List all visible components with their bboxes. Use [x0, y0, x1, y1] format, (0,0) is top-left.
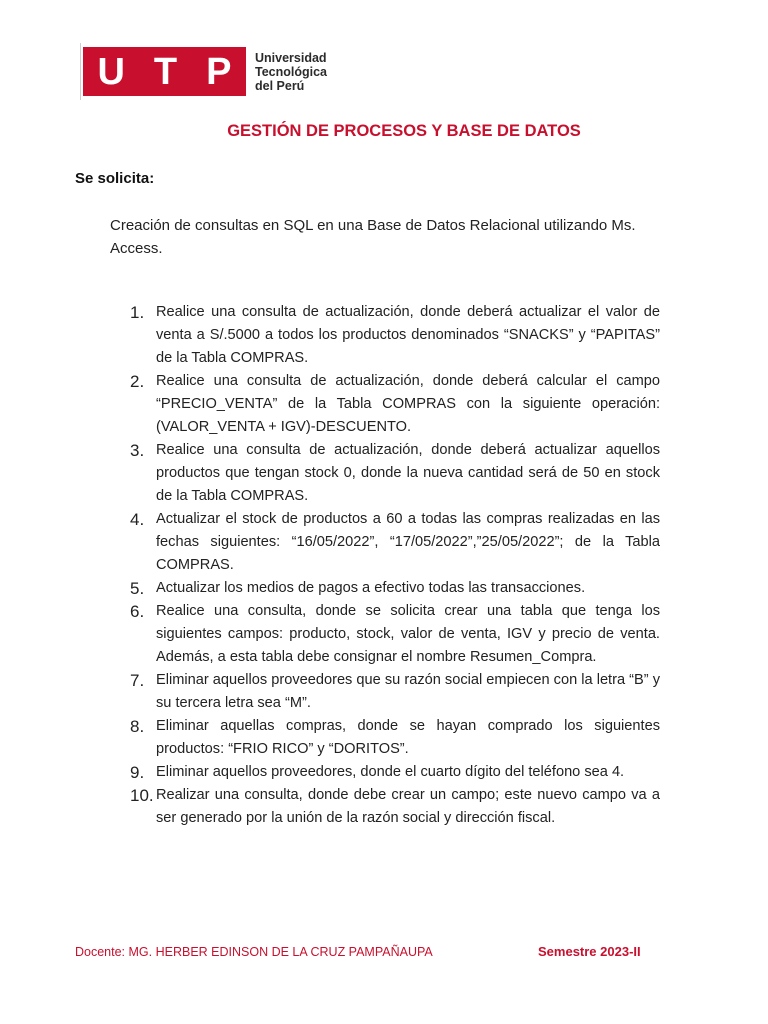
logo-letter-p: P [206, 50, 232, 93]
task-list [130, 301, 660, 830]
task-text: Realice una consulta de actualización, donde deberá actualizar aquellos productos que tengan stock 0, donde la nueva cantidad será de 50 en stock de la Tabla COMPRAS. [156, 442, 660, 504]
task-item [130, 301, 660, 370]
task-item [130, 761, 660, 784]
footer-docente: Docente: MG. HERBER EDINSON DE LA CRUZ PAMPAÑAUPA [75, 945, 433, 959]
task-number: 3. [130, 441, 145, 460]
task-number: 7. [130, 671, 145, 690]
document-title: GESTIÓN DE PROCESOS Y BASE DE DATOS [227, 122, 581, 140]
task-text: Realice una consulta de actualización, donde deberá calcular el campo “PRECIO_VENTA” de la Tabla COMPRAS con la siguiente operación: (VALOR_VENTA + IGV)-DESCUENTO. [156, 373, 660, 435]
section-label: Se solicita: [75, 170, 155, 187]
task-number: 8. [130, 717, 145, 736]
task-item [130, 508, 660, 577]
task-text: Actualizar el stock de productos a 60 a todas las compras realizadas en las fechas siguientes: “16/05/2022”, “17/05/2022”,”25/05/2022”; de la Tabla COMPRAS. [156, 511, 660, 573]
task-number: 4. [130, 510, 145, 529]
task-number: 5. [130, 579, 145, 598]
task-number: 9. [130, 763, 145, 782]
logo-line-1: Universidad [255, 50, 327, 65]
task-text: Realice una consulta, donde se solicita crear una tabla que tenga los siguientes campos: producto, stock, valor de venta, IGV y precio de venta. Además, a esta tabla debe consignar el nombre Resumen_Compra. [156, 603, 660, 665]
logo-wordmark [255, 51, 327, 93]
task-number: 10. [130, 786, 154, 805]
task-item [130, 577, 660, 600]
task-item [130, 784, 660, 830]
task-text: Realizar una consulta, donde debe crear un campo; este nuevo campo va a ser generado por la unión de la razón social y dirección fiscal. [156, 787, 660, 826]
task-item [130, 370, 660, 439]
task-number: 2. [130, 372, 145, 391]
task-item [130, 600, 660, 669]
logo-letter-u: U [97, 50, 125, 93]
task-item [130, 715, 660, 761]
logo-letter-t: T [153, 50, 178, 93]
footer-semestre: Semestre 2023-II [538, 944, 641, 959]
task-text: Realice una consulta de actualización, donde deberá actualizar el valor de venta a S/.5000 a todos los productos denominados “SNACKS” y “PAPITAS” de la Tabla COMPRAS. [156, 304, 660, 366]
utp-logo-mark [83, 47, 246, 96]
task-item [130, 669, 660, 715]
logo-line-2: Tecnológica [255, 64, 328, 79]
logo-line-3: del Perú [255, 78, 305, 93]
intro-paragraph: Creación de consultas en SQL en una Base de Datos Relacional utilizando Ms. Access. [110, 217, 636, 257]
utp-logo [80, 43, 329, 100]
task-item [130, 439, 660, 508]
task-text: Eliminar aquellos proveedores que su razón social empiecen con la letra “B” y su tercera letra sea “M”. [156, 672, 660, 711]
task-number: 1. [130, 303, 145, 322]
task-text: Eliminar aquellos proveedores, donde el cuarto dígito del teléfono sea 4. [156, 764, 625, 780]
task-text: Actualizar los medios de pagos a efectivo todas las transacciones. [156, 580, 586, 596]
task-number: 6. [130, 602, 145, 621]
task-text: Eliminar aquellas compras, donde se hayan comprado los siguientes productos: “FRIO RICO” y “DORITOS”. [156, 718, 660, 757]
